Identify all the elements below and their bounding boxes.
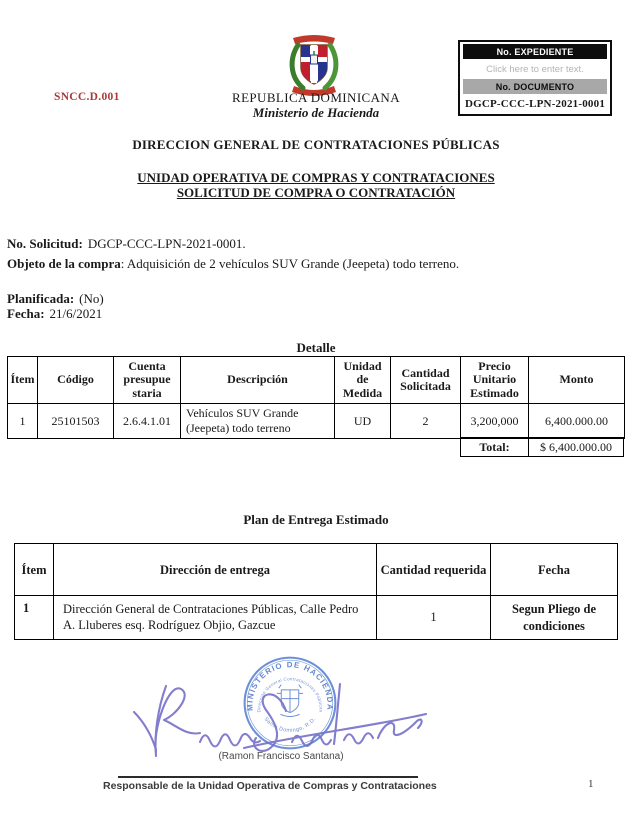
solicitud-label: No. Solicitud: (7, 236, 83, 251)
documento-value: DGCP-CCC-LPN-2021-0001 (464, 98, 606, 110)
cell-codigo: 25101503 (38, 404, 114, 439)
detalle-col-unidad: Unidad de Medida (335, 357, 391, 404)
plan-header-row (15, 544, 618, 596)
plan-cell-direccion: Dirección General de Contrataciones Públicas, Calle Pedro A. Lluberes esq. Rodríguez Objio, Gazcue (54, 596, 377, 640)
stamp-bottom-text: Santo Domingo, R.D. (262, 716, 318, 734)
detalle-col-cuenta: Cuenta presupue staria (114, 357, 181, 404)
stamp-inner-text: Dirección General Contrataciones Públicas (256, 676, 324, 713)
detalle-col-descripcion: Descripción (181, 357, 335, 404)
republic-title: REPUBLICA DOMINICANA (232, 90, 400, 105)
detalle-header-row (8, 357, 625, 404)
planificada-line (7, 291, 617, 306)
plan-col-cantidad: Cantidad requerida (377, 544, 491, 596)
unit-title: UNIDAD OPERATIVA DE COMPRAS Y CONTRATACIONES (137, 170, 495, 185)
form-code: SNCC.D.001 (54, 91, 120, 103)
detalle-col-precio: Precio Unitario Estimado (461, 357, 529, 404)
detalle-table (7, 356, 625, 439)
plan-col-direccion: Dirección de entrega (54, 544, 377, 596)
signer-role: Responsable de la Unidad Operativa de Compras y Contrataciones (103, 780, 437, 792)
plan-entrega-table (14, 543, 618, 640)
ministry-title: Ministerio de Hacienda (252, 105, 380, 120)
detalle-total-row (460, 437, 624, 457)
plan-col-item: Ítem (15, 544, 54, 596)
objeto-value: : Adquisición de 2 vehículos SUV Grande (Jeepeta) todo terreno. (120, 256, 460, 271)
expediente-input[interactable]: Click here to enter text. (486, 64, 584, 75)
dominican-coat-of-arms-icon (282, 31, 346, 97)
expediente-label: No. EXPEDIENTE (463, 44, 607, 59)
cell-monto: 6,400.000.00 (529, 404, 625, 439)
total-label: Total: (460, 437, 528, 457)
cell-descripcion: Vehículos SUV Grande (Jeepeta) todo terreno (181, 404, 335, 439)
detalle-row (8, 404, 625, 439)
plan-title: Plan de Entrega Estimado (243, 512, 389, 527)
cell-cuenta: 2.6.4.1.01 (114, 404, 181, 439)
direction-title: DIRECCION GENERAL DE CONTRATACIONES PÚBLICAS (132, 137, 500, 152)
document-title: SOLICITUD DE COMPRA O CONTRATACIÓN (176, 185, 456, 200)
signature-line (118, 776, 418, 778)
fecha-label: Fecha: (7, 306, 45, 321)
solicitud-value: DGCP-CCC-LPN-2021-0001. (87, 236, 246, 251)
total-value: $ 6,400.000.00 (528, 437, 624, 457)
plan-cell-fecha: Segun Pliego de condiciones (491, 596, 618, 640)
plan-row (15, 596, 618, 640)
cell-precio: 3,200,000 (461, 404, 529, 439)
cell-item: 1 (8, 404, 38, 439)
fecha-value: 21/6/2021 (49, 306, 103, 321)
fecha-line (7, 306, 617, 321)
cell-unidad: UD (335, 404, 391, 439)
objeto-line (7, 256, 617, 271)
detalle-col-monto: Monto (529, 357, 625, 404)
detalle-col-codigo: Código (38, 357, 114, 404)
plan-cell-item: 1 (15, 596, 54, 640)
stamp-outer-text: MINISTERIO DE HACIENDA (245, 660, 335, 712)
solicitud-line (7, 236, 617, 251)
signer-name: (Ramon Francisco Santana) (218, 751, 344, 762)
plan-col-fecha: Fecha (491, 544, 618, 596)
detalle-title: Detalle (296, 340, 336, 355)
detalle-col-item: Ítem (8, 357, 38, 404)
cell-cantidad: 2 (391, 404, 461, 439)
planificada-label: Planificada: (7, 291, 75, 306)
page-number: 1 (588, 778, 594, 790)
detalle-col-cantidad: Cantidad Solicitada (391, 357, 461, 404)
documento-label: No. DOCUMENTO (463, 79, 607, 94)
plan-cell-cantidad: 1 (377, 596, 491, 640)
planificada-value: (No) (79, 291, 104, 306)
request-info (7, 236, 617, 321)
objeto-label: Objeto de la compra (7, 256, 121, 271)
